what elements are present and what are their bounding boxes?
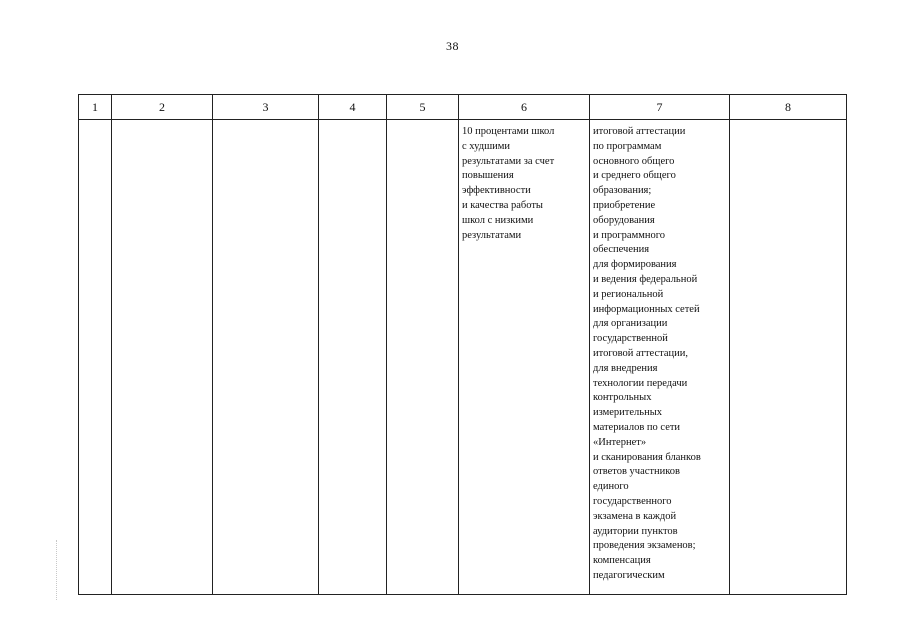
table-cell-col2	[112, 120, 213, 595]
column-header-8: 8	[730, 95, 847, 120]
column-header-2: 2	[112, 95, 213, 120]
table-cell-col1	[79, 120, 112, 595]
document-table	[78, 94, 847, 595]
table-cell-col8	[730, 120, 847, 595]
cell-text-col7: итоговой аттестации по программам основного общего и среднего общего образования; приобретение оборудования и программного обеспечения для формирования и ведения федеральной и региональной информационных сетей для организации государственной итоговой аттестации, для внедрения технологии передачи контрольных измерительных материалов по сети «Интернет» и сканирования бланков ответов участников единого государственного экзамена в каждой аудитории пунктов проведения экзаменов; компенсация педагогическим	[593, 126, 701, 581]
page-number: 38	[446, 39, 459, 53]
cell-text-col1	[79, 120, 111, 125]
column-header-4: 4	[319, 95, 387, 120]
cell-text-col5	[387, 120, 458, 125]
column-header-6: 6	[459, 95, 590, 120]
cell-text-col2	[112, 120, 212, 125]
table-cell-col7	[590, 120, 730, 595]
table-row	[79, 120, 847, 595]
table-cell-col5	[387, 120, 459, 595]
scan-margin-mark	[56, 540, 59, 600]
cell-text-col4	[319, 120, 386, 125]
column-header-7: 7	[590, 95, 730, 120]
cell-text-col8	[730, 120, 846, 125]
table-cell-col6	[459, 120, 590, 595]
column-header-1: 1	[79, 95, 112, 120]
table-cell-col3	[213, 120, 319, 595]
cell-text-col6: 10 процентами школ с худшими результатами за счет повышения эффективности и качества работы школ с низкими результатами	[462, 126, 555, 241]
table-cell-col4	[319, 120, 387, 595]
cell-text-col3	[213, 120, 318, 125]
table-header-row	[79, 95, 847, 120]
column-header-5: 5	[387, 95, 459, 120]
column-header-3: 3	[213, 95, 319, 120]
